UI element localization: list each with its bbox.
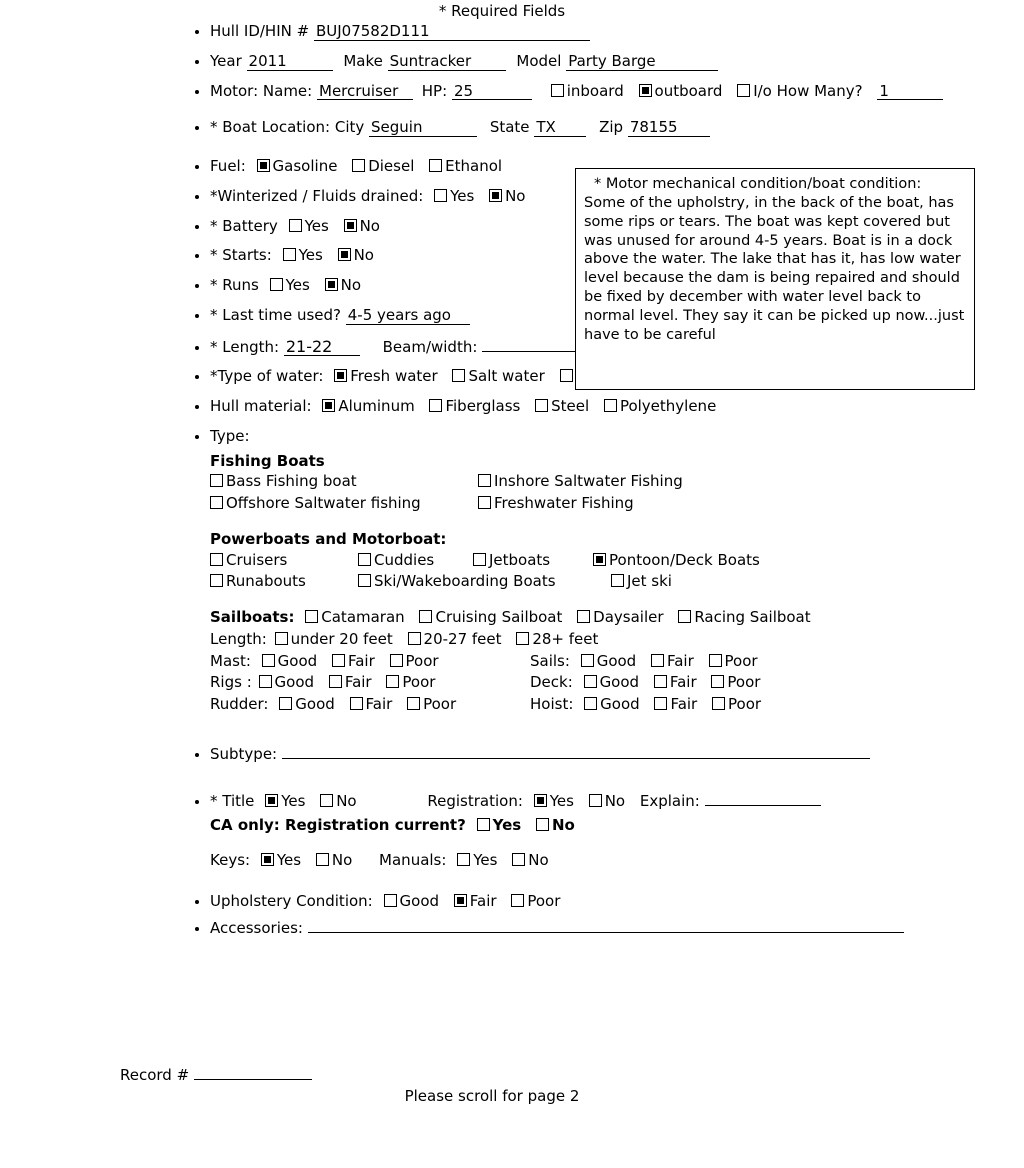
deck-good-checkbox[interactable] [584, 675, 597, 688]
winterized-no-label: No [505, 186, 526, 205]
make-input[interactable]: Suntracker [388, 54, 506, 71]
type-cruisers-label: Cruisers [226, 550, 288, 569]
fishing-boats-options [210, 472, 693, 516]
keys-yes-label: Yes [276, 851, 302, 870]
rigs-fair-option[interactable] [329, 673, 372, 692]
battery-no-checkbox[interactable] [344, 219, 357, 232]
hull-fiberglass-label: Fiberglass [445, 397, 521, 416]
type-freshwater-fishing-checkbox[interactable] [478, 496, 491, 509]
hull-id-input[interactable]: BUJ07582D111 [314, 24, 590, 41]
type-pontoon-deck-checkbox[interactable] [593, 553, 606, 566]
battery-label: * Battery [210, 216, 278, 235]
io-label: I/o How Many? [753, 81, 863, 100]
subtype-row [210, 743, 1024, 764]
mast-good-checkbox[interactable] [262, 654, 275, 667]
sailboats-heading: Sailboats: [210, 608, 295, 627]
runs-yes-option[interactable] [270, 276, 310, 295]
sails-fair-checkbox[interactable] [651, 654, 664, 667]
subtype-input[interactable] [282, 743, 870, 759]
rudder-label: Rudder: [210, 695, 269, 714]
rudder-poor-option[interactable] [407, 695, 456, 714]
year-label: Year [210, 51, 242, 70]
type-ski-wakeboarding-option[interactable] [358, 572, 556, 591]
sail-length-row [210, 630, 1024, 649]
type-daysailer-option[interactable] [577, 608, 663, 627]
rudder-good-label: Good [295, 695, 335, 714]
hoist-good-option[interactable] [584, 695, 640, 714]
upholstery-good-label: Good [399, 891, 440, 910]
type-pontoon-deck-label: Pontoon/Deck Boats [609, 550, 760, 569]
motor-condition-note-body: Some of the upholstry, in the back of the boat, has some rips or tears. The boat was kept covered but was unused for around 4-5 years. Boat is in a dock above the water. The lake that has it, has low water level because the dam is being repaired and should be fixed by december with water level back to normal level. They say it can be picked up now...just have to be careful [584, 194, 965, 343]
motor-label: Motor: Name: [210, 81, 313, 100]
type-jetboats-checkbox[interactable] [473, 553, 486, 566]
fuel-diesel-label: Diesel [368, 157, 415, 175]
rigs-poor-label: Poor [402, 673, 436, 692]
title-no-label: No [336, 791, 357, 810]
last-used-label: * Last time used? [210, 305, 341, 324]
water-salt-checkbox[interactable] [452, 369, 465, 382]
type-runabouts-option[interactable] [210, 572, 306, 591]
sail-length-20-27-label: 20-27 feet [423, 629, 502, 648]
mast-label: Mast: [210, 651, 251, 670]
beam-input[interactable] [482, 336, 590, 352]
registration-label: Registration: [427, 791, 523, 810]
winterized-no-checkbox[interactable] [489, 189, 502, 202]
rigs-good-checkbox[interactable] [259, 675, 272, 688]
keys-no-checkbox[interactable] [316, 853, 329, 866]
hull-steel-label: Steel [551, 397, 590, 416]
type-catamaran-option[interactable] [305, 608, 404, 627]
scroll-note: Please scroll for page 2 [404, 1087, 580, 1105]
fuel-diesel-checkbox[interactable] [352, 159, 365, 172]
keys-no-label: No [331, 851, 353, 870]
type-daysailer-label: Daysailer [593, 608, 664, 627]
runs-no-label: No [340, 276, 362, 294]
rigs-fair-label: Fair [344, 673, 372, 692]
ca-registration-no-label: No [551, 816, 575, 835]
type-section [210, 427, 1024, 717]
upholstery-fair-checkbox[interactable] [454, 894, 467, 907]
starts-no-label: No [353, 246, 374, 265]
inboard-checkbox[interactable] [551, 84, 564, 97]
length-label: * Length: [210, 337, 280, 356]
runs-no-checkbox[interactable] [325, 278, 338, 291]
fuel-ethanol-checkbox[interactable] [429, 159, 442, 172]
rigs-poor-checkbox[interactable] [386, 675, 399, 688]
record-number-label: Record # [120, 1066, 190, 1084]
mast-good-label: Good [277, 651, 318, 670]
runs-yes-checkbox[interactable] [270, 278, 283, 291]
zip-input[interactable]: 78155 [628, 120, 710, 137]
type-cruising-sailboat-label: Cruising Sailboat [435, 608, 563, 627]
upholstery-good-option[interactable] [384, 892, 440, 911]
io-option[interactable] [737, 82, 862, 101]
hull-fiberglass-option[interactable] [429, 397, 520, 416]
battery-yes-label: Yes [304, 216, 329, 235]
title-yes-option[interactable] [265, 792, 305, 811]
ca-registration-yes-option[interactable] [477, 816, 522, 835]
deck-poor-checkbox[interactable] [711, 675, 724, 688]
model-input[interactable]: Party Barge [566, 54, 718, 71]
registration-no-label: No [604, 791, 626, 810]
runs-label: * Runs [210, 276, 259, 294]
registration-no-checkbox[interactable] [589, 794, 602, 807]
beam-label: Beam/width: [382, 337, 478, 356]
type-offshore-saltwater-checkbox[interactable] [210, 496, 223, 509]
mast-poor-label: Poor [405, 651, 439, 670]
powerboats-heading: Powerboats and Motorboat: [210, 529, 447, 548]
upholstery-poor-option[interactable] [511, 892, 560, 911]
registration-yes-option[interactable] [534, 792, 574, 811]
type-runabouts-checkbox[interactable] [210, 574, 223, 587]
upholstery-row [210, 892, 1024, 911]
io-checkbox[interactable] [737, 84, 750, 97]
hull-id-label: Hull ID/HIN # [210, 22, 310, 40]
sail-length-28plus-label: 28+ feet [532, 629, 599, 648]
battery-yes-option[interactable] [289, 217, 329, 236]
type-cuddies-label: Cuddies [374, 550, 435, 569]
motor-row [210, 82, 1024, 101]
starts-no-option[interactable] [338, 246, 374, 265]
registration-no-option[interactable] [589, 792, 625, 811]
type-bass-fishing-option[interactable] [210, 472, 357, 491]
rigs-good-label: Good [274, 673, 315, 692]
fishing-boats-block [210, 452, 1024, 516]
upholstery-label: Upholstery Condition: [210, 891, 373, 910]
manuals-no-option[interactable] [512, 851, 548, 870]
motor-condition-note-box [575, 168, 975, 390]
type-ski-wakeboarding-label: Ski/Wakeboarding Boats [374, 572, 556, 591]
type-jet-ski-checkbox[interactable] [611, 574, 624, 587]
title-registration-block [210, 790, 1024, 870]
sails-fair-label: Fair [666, 651, 694, 670]
type-racing-sailboat-label: Racing Sailboat [694, 608, 811, 627]
water-salt-label: Salt water [468, 367, 545, 386]
type-offshore-saltwater-option[interactable] [210, 494, 421, 513]
starts-yes-checkbox[interactable] [283, 248, 296, 261]
fishing-boats-heading: Fishing Boats [210, 451, 325, 470]
sailboats-block [210, 608, 1024, 717]
sail-length-under20-checkbox[interactable] [275, 632, 288, 645]
hoist-fair-checkbox[interactable] [654, 697, 667, 710]
accessories-row [210, 917, 1024, 938]
upholstery-good-checkbox[interactable] [384, 894, 397, 907]
type-freshwater-fishing-label: Freshwater Fishing [494, 494, 634, 513]
winterized-yes-checkbox[interactable] [434, 189, 447, 202]
type-daysailer-checkbox[interactable] [577, 610, 590, 623]
deck-label: Deck: [530, 673, 573, 692]
sails-good-label: Good [596, 651, 637, 670]
deck-poor-label: Poor [727, 673, 761, 692]
upholstery-fair-label: Fair [469, 891, 497, 910]
manuals-yes-label: Yes [473, 851, 498, 870]
sail-length-28plus-option[interactable] [516, 630, 598, 649]
winterized-yes-label: Yes [450, 186, 475, 205]
title-yes-checkbox[interactable] [265, 794, 278, 807]
hull-id-row [210, 22, 1024, 41]
boat-location-label: * Boat Location: City [210, 118, 365, 137]
record-number-row [120, 1064, 312, 1084]
type-offshore-saltwater-label: Offshore Saltwater fishing [226, 494, 421, 513]
manuals-yes-option[interactable] [457, 851, 497, 870]
winterized-label: *Winterized / Fluids drained: [210, 186, 424, 205]
starts-yes-option[interactable] [283, 246, 323, 265]
type-runabouts-label: Runabouts [226, 572, 306, 591]
type-ski-wakeboarding-checkbox[interactable] [358, 574, 371, 587]
make-label: Make [343, 51, 383, 70]
deck-fair-label: Fair [669, 673, 697, 692]
keys-yes-checkbox[interactable] [261, 853, 274, 866]
registration-yes-checkbox[interactable] [534, 794, 547, 807]
hull-fiberglass-checkbox[interactable] [429, 399, 442, 412]
hoist-fair-label: Fair [670, 695, 698, 714]
type-bass-fishing-label: Bass Fishing boat [226, 472, 357, 491]
hoist-poor-option[interactable] [712, 695, 761, 714]
water-fresh-label: Fresh water [350, 367, 438, 386]
runs-yes-label: Yes [285, 276, 310, 294]
deck-fair-checkbox[interactable] [654, 675, 667, 688]
mast-fair-option[interactable] [332, 652, 375, 671]
winterized-no-option[interactable] [489, 187, 525, 206]
keys-no-option[interactable] [316, 851, 352, 870]
city-input[interactable]: Seguin [369, 120, 477, 137]
fuel-diesel-option[interactable] [352, 157, 414, 176]
keys-manuals-row [210, 851, 1024, 870]
type-jet-ski-label: Jet ski [627, 572, 672, 591]
water-salt-option[interactable] [452, 367, 544, 386]
rigs-poor-option[interactable] [386, 673, 435, 692]
water-both-checkbox[interactable] [560, 369, 573, 382]
record-number-input[interactable] [194, 1064, 312, 1080]
fuel-gasoline-checkbox[interactable] [257, 159, 270, 172]
fuel-ethanol-option[interactable] [429, 157, 502, 176]
sails-good-option[interactable] [581, 652, 637, 671]
manuals-no-label: No [528, 851, 549, 870]
upholstery-fair-option[interactable] [454, 892, 497, 911]
keys-label: Keys: [210, 851, 251, 870]
ca-only-label: CA only: Registration current? [210, 816, 466, 835]
subtype-label: Subtype: [210, 744, 278, 763]
year-input[interactable]: 2011 [247, 54, 333, 71]
rudder-fair-option[interactable] [350, 695, 393, 714]
hoist-poor-checkbox[interactable] [712, 697, 725, 710]
mast-good-option[interactable] [262, 652, 318, 671]
hull-material-label: Hull material: [210, 397, 312, 416]
sail-length-20-27-option[interactable] [408, 630, 502, 649]
deck-poor-option[interactable] [711, 673, 760, 692]
sail-length-under20-label: under 20 feet [290, 629, 393, 648]
type-bass-fishing-checkbox[interactable] [210, 474, 223, 487]
rudder-poor-checkbox[interactable] [407, 697, 420, 710]
registration-yes-label: Yes [549, 791, 574, 810]
hp-input[interactable]: 25 [452, 84, 532, 101]
ca-registration-yes-label: Yes [492, 816, 522, 835]
hull-aluminum-option[interactable] [322, 397, 414, 416]
title-yes-label: Yes [281, 791, 306, 810]
sails-label: Sails: [530, 651, 570, 670]
title-no-checkbox[interactable] [320, 794, 333, 807]
winterized-yes-option[interactable] [434, 187, 474, 206]
rudder-good-checkbox[interactable] [279, 697, 292, 710]
rigs-label: Rigs : [210, 673, 252, 692]
io-count-input[interactable]: 1 [877, 84, 943, 101]
title-no-option[interactable] [320, 792, 356, 811]
length-input[interactable]: 21-22 [284, 339, 360, 357]
inboard-option[interactable] [551, 82, 624, 101]
sail-length-28plus-checkbox[interactable] [516, 632, 529, 645]
ca-registration-no-checkbox[interactable] [536, 818, 549, 831]
deck-good-option[interactable] [584, 673, 640, 692]
fuel-label: Fuel: [210, 157, 246, 175]
manuals-yes-checkbox[interactable] [457, 853, 470, 866]
hull-steel-checkbox[interactable] [535, 399, 548, 412]
battery-no-label: No [359, 216, 380, 235]
water-type-label: *Type of water: [210, 367, 324, 386]
sails-poor-checkbox[interactable] [709, 654, 722, 667]
ca-registration-no-option[interactable] [536, 816, 575, 835]
state-label: State [489, 118, 530, 137]
runs-no-option[interactable] [325, 276, 361, 295]
ca-only-row [210, 816, 1024, 835]
keys-yes-option[interactable] [261, 851, 301, 870]
type-inshore-saltwater-checkbox[interactable] [478, 474, 491, 487]
water-fresh-option[interactable] [334, 367, 437, 386]
hull-aluminum-checkbox[interactable] [322, 399, 335, 412]
hoist-good-checkbox[interactable] [584, 697, 597, 710]
sail-length-under20-option[interactable] [275, 630, 393, 649]
manuals-label: Manuals: [379, 851, 447, 870]
hull-aluminum-label: Aluminum [338, 397, 415, 416]
outboard-label: outboard [654, 81, 723, 100]
type-cuddies-option[interactable] [358, 551, 434, 570]
outboard-checkbox[interactable] [639, 84, 652, 97]
deck-fair-option[interactable] [654, 673, 697, 692]
hoist-label: Hoist: [530, 695, 574, 714]
model-label: Model [516, 51, 562, 70]
rudder-good-option[interactable] [279, 695, 335, 714]
type-racing-sailboat-checkbox[interactable] [678, 610, 691, 623]
type-cruisers-option[interactable] [210, 551, 287, 570]
battery-no-option[interactable] [344, 217, 380, 236]
mast-poor-checkbox[interactable] [390, 654, 403, 667]
fuel-gasoline-option[interactable] [257, 157, 338, 176]
battery-yes-checkbox[interactable] [289, 219, 302, 232]
sail-length-label: Length: [210, 629, 267, 648]
type-cruising-sailboat-option[interactable] [419, 608, 562, 627]
mast-fair-label: Fair [347, 651, 375, 670]
last-used-input[interactable]: 4-5 years ago [346, 308, 470, 325]
title-registration-row [210, 790, 1024, 811]
powerboats-options [210, 551, 770, 595]
hull-polyethylene-label: Polyethylene [619, 397, 717, 416]
starts-label: * Starts: [210, 246, 272, 265]
fuel-ethanol-label: Ethanol [445, 157, 503, 175]
sails-good-checkbox[interactable] [581, 654, 594, 667]
required-fields-heading: * Required Fields [438, 2, 566, 20]
powerboats-block [210, 530, 1024, 594]
accessories-label: Accessories: [210, 918, 303, 937]
rigs-good-option[interactable] [259, 673, 315, 692]
rigs-fair-checkbox[interactable] [329, 675, 342, 688]
deck-good-label: Good [599, 673, 640, 692]
ca-registration-yes-checkbox[interactable] [477, 818, 490, 831]
zip-label: Zip [599, 118, 624, 137]
motor-condition-note-title: * Motor mechanical condition/boat condition: [594, 176, 922, 192]
sails-poor-label: Poor [724, 651, 758, 670]
sail-condition-table [210, 652, 771, 717]
hp-label: HP: [421, 81, 448, 100]
type-catamaran-label: Catamaran [321, 608, 405, 627]
type-racing-sailboat-option[interactable] [678, 608, 810, 627]
upholstery-poor-label: Poor [527, 891, 561, 910]
type-catamaran-checkbox[interactable] [305, 610, 318, 623]
hoist-poor-label: Poor [728, 695, 762, 714]
type-jet-ski-option[interactable] [611, 572, 672, 591]
sails-fair-option[interactable] [651, 652, 694, 671]
type-inshore-saltwater-option[interactable] [478, 472, 683, 491]
type-label: Type: [210, 426, 250, 445]
type-jetboats-label: Jetboats [489, 550, 551, 569]
type-cruising-sailboat-checkbox[interactable] [419, 610, 432, 623]
form-field-list [0, 22, 1024, 937]
upholstery-poor-checkbox[interactable] [511, 894, 524, 907]
type-cuddies-checkbox[interactable] [358, 553, 371, 566]
sail-length-20-27-checkbox[interactable] [408, 632, 421, 645]
year-make-model-row [210, 52, 1024, 71]
rudder-poor-label: Poor [423, 695, 457, 714]
mast-poor-option[interactable] [390, 652, 439, 671]
hull-polyethylene-option[interactable] [604, 397, 716, 416]
type-jetboats-option[interactable] [473, 551, 550, 570]
explain-input[interactable] [705, 790, 821, 806]
hull-steel-option[interactable] [535, 397, 589, 416]
title-label: * Title [210, 791, 255, 810]
motor-name-input[interactable]: Mercruiser [317, 84, 413, 101]
hull-material-row [210, 397, 1024, 416]
explain-label: Explain: [639, 791, 700, 810]
sails-poor-option[interactable] [709, 652, 758, 671]
type-pontoon-deck-option[interactable] [593, 551, 760, 570]
water-fresh-checkbox[interactable] [334, 369, 347, 382]
state-input[interactable]: TX [534, 120, 586, 137]
starts-no-checkbox[interactable] [338, 248, 351, 261]
rudder-fair-label: Fair [365, 695, 393, 714]
type-inshore-saltwater-label: Inshore Saltwater Fishing [494, 472, 683, 491]
accessories-input[interactable] [308, 917, 904, 933]
hoist-good-label: Good [600, 695, 640, 714]
inboard-label: inboard [566, 81, 624, 100]
starts-yes-label: Yes [298, 246, 323, 265]
boat-location-row [210, 118, 1024, 137]
type-freshwater-fishing-option[interactable] [478, 494, 634, 513]
hull-polyethylene-checkbox[interactable] [604, 399, 617, 412]
rudder-fair-checkbox[interactable] [350, 697, 363, 710]
manuals-no-checkbox[interactable] [512, 853, 525, 866]
mast-fair-checkbox[interactable] [332, 654, 345, 667]
fuel-gasoline-label: Gasoline [272, 157, 338, 175]
sailboats-row [210, 608, 1024, 627]
hoist-fair-option[interactable] [654, 695, 697, 714]
outboard-option[interactable] [639, 82, 723, 101]
type-cruisers-checkbox[interactable] [210, 553, 223, 566]
